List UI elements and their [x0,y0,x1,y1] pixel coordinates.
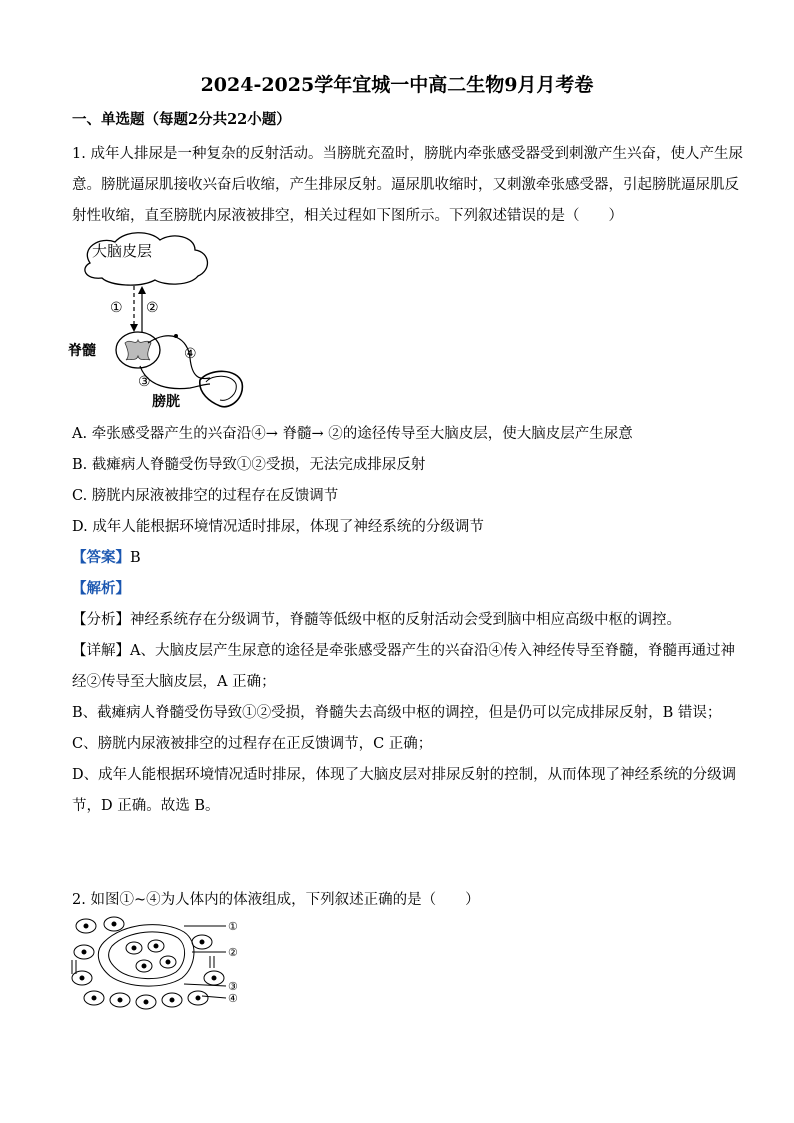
q1-option-c: C. 膀胱内尿液被排空的过程存在反馈调节 [72,488,339,504]
label-4: ④ [184,346,197,362]
answer-tag: 【答案】 [72,549,130,566]
section-heading: 一、单选题（每题2分共22小题） [72,111,291,128]
brain-label: 大脑皮层 [92,242,153,260]
q1-option-b: B. 截瘫病人脊髓受伤导致①②受损，无法完成排尿反射 [72,457,426,473]
detail-line [72,639,735,660]
detail-text: A、大脑皮层产生尿意的途径是牵张感受器产生的兴奋沿④传入神经传导至脊髓，脊髓再通过神 [130,643,735,659]
q1-reflex-figure [60,228,260,418]
q1-option-a: A. 牵张感受器产生的兴奋沿④→ 脊髓→ ②的途径传导至大脑皮层，使大脑皮层产生尿意 [72,426,633,442]
label-3: ③ [138,374,151,390]
detail-tag: 【详解】 [72,643,130,659]
bladder-label: 膀胱 [152,394,180,410]
page-title: 2024-2025学年宜城一中高二生物9月月考卷 [200,74,594,96]
detail-line: C、膀胱内尿液被排空的过程存在正反馈调节，C 正确； [72,736,433,752]
fenxi-tag: 【分析】 [72,612,130,628]
answer-value: B [130,550,141,566]
fig2-label-2: ② [228,946,238,959]
q2-body-fluid-figure [64,912,254,1012]
q2-stem: 2. 如图①~④为人体内的体液组成，下列叙述正确的是（ ） [72,892,480,908]
q1-option-d: D. 成年人能根据环境情况适时排尿，体现了神经系统的分级调节 [72,519,484,535]
detail-line: 经②传导至大脑皮层，A 正确； [72,674,276,690]
detail-line: B、截瘫病人脊髓受伤导致①②受损，脊髓失去高级中枢的调控，但是仍可以完成排尿反射，B 错误； [72,705,722,721]
fig2-label-4: ④ [228,992,238,1005]
fenxi-text: 神经系统存在分级调节，脊髓等低级中枢的反射活动会受到脑中相应高级中枢的调控。 [130,612,681,628]
q1-stem-line: 意。膀胱逼尿肌接收兴奋后收缩，产生排尿反射。逼尿肌收缩时，又刺激牵张感受器，引起膀胱逼尿肌反 [72,177,739,193]
analysis-tag: 【解析】 [72,580,130,597]
fenxi-line [72,608,681,629]
spinal-label: 脊髓 [68,343,96,359]
label-1: ① [110,300,123,316]
q1-stem-line: 射性收缩，直至膀胱内尿液被排空，相关过程如下图所示。下列叙述错误的是（ ） [72,208,623,224]
answer-line [72,546,141,567]
fig2-label-1: ① [228,920,238,933]
analysis-line [72,577,130,598]
detail-line: 节，D 正确。故选 B。 [72,798,220,814]
label-2: ② [146,300,159,316]
q1-stem-line: 1. 成年人排尿是一种复杂的反射活动。当膀胱充盈时，膀胱内牵张感受器受到刺激产生兴奋，使人产生尿 [72,146,743,162]
detail-line: D、成年人能根据环境情况适时排尿，体现了大脑皮层对排尿反射的控制，从而体现了神经系统的分级调 [72,767,737,783]
fig2-label-3: ③ [228,980,238,993]
